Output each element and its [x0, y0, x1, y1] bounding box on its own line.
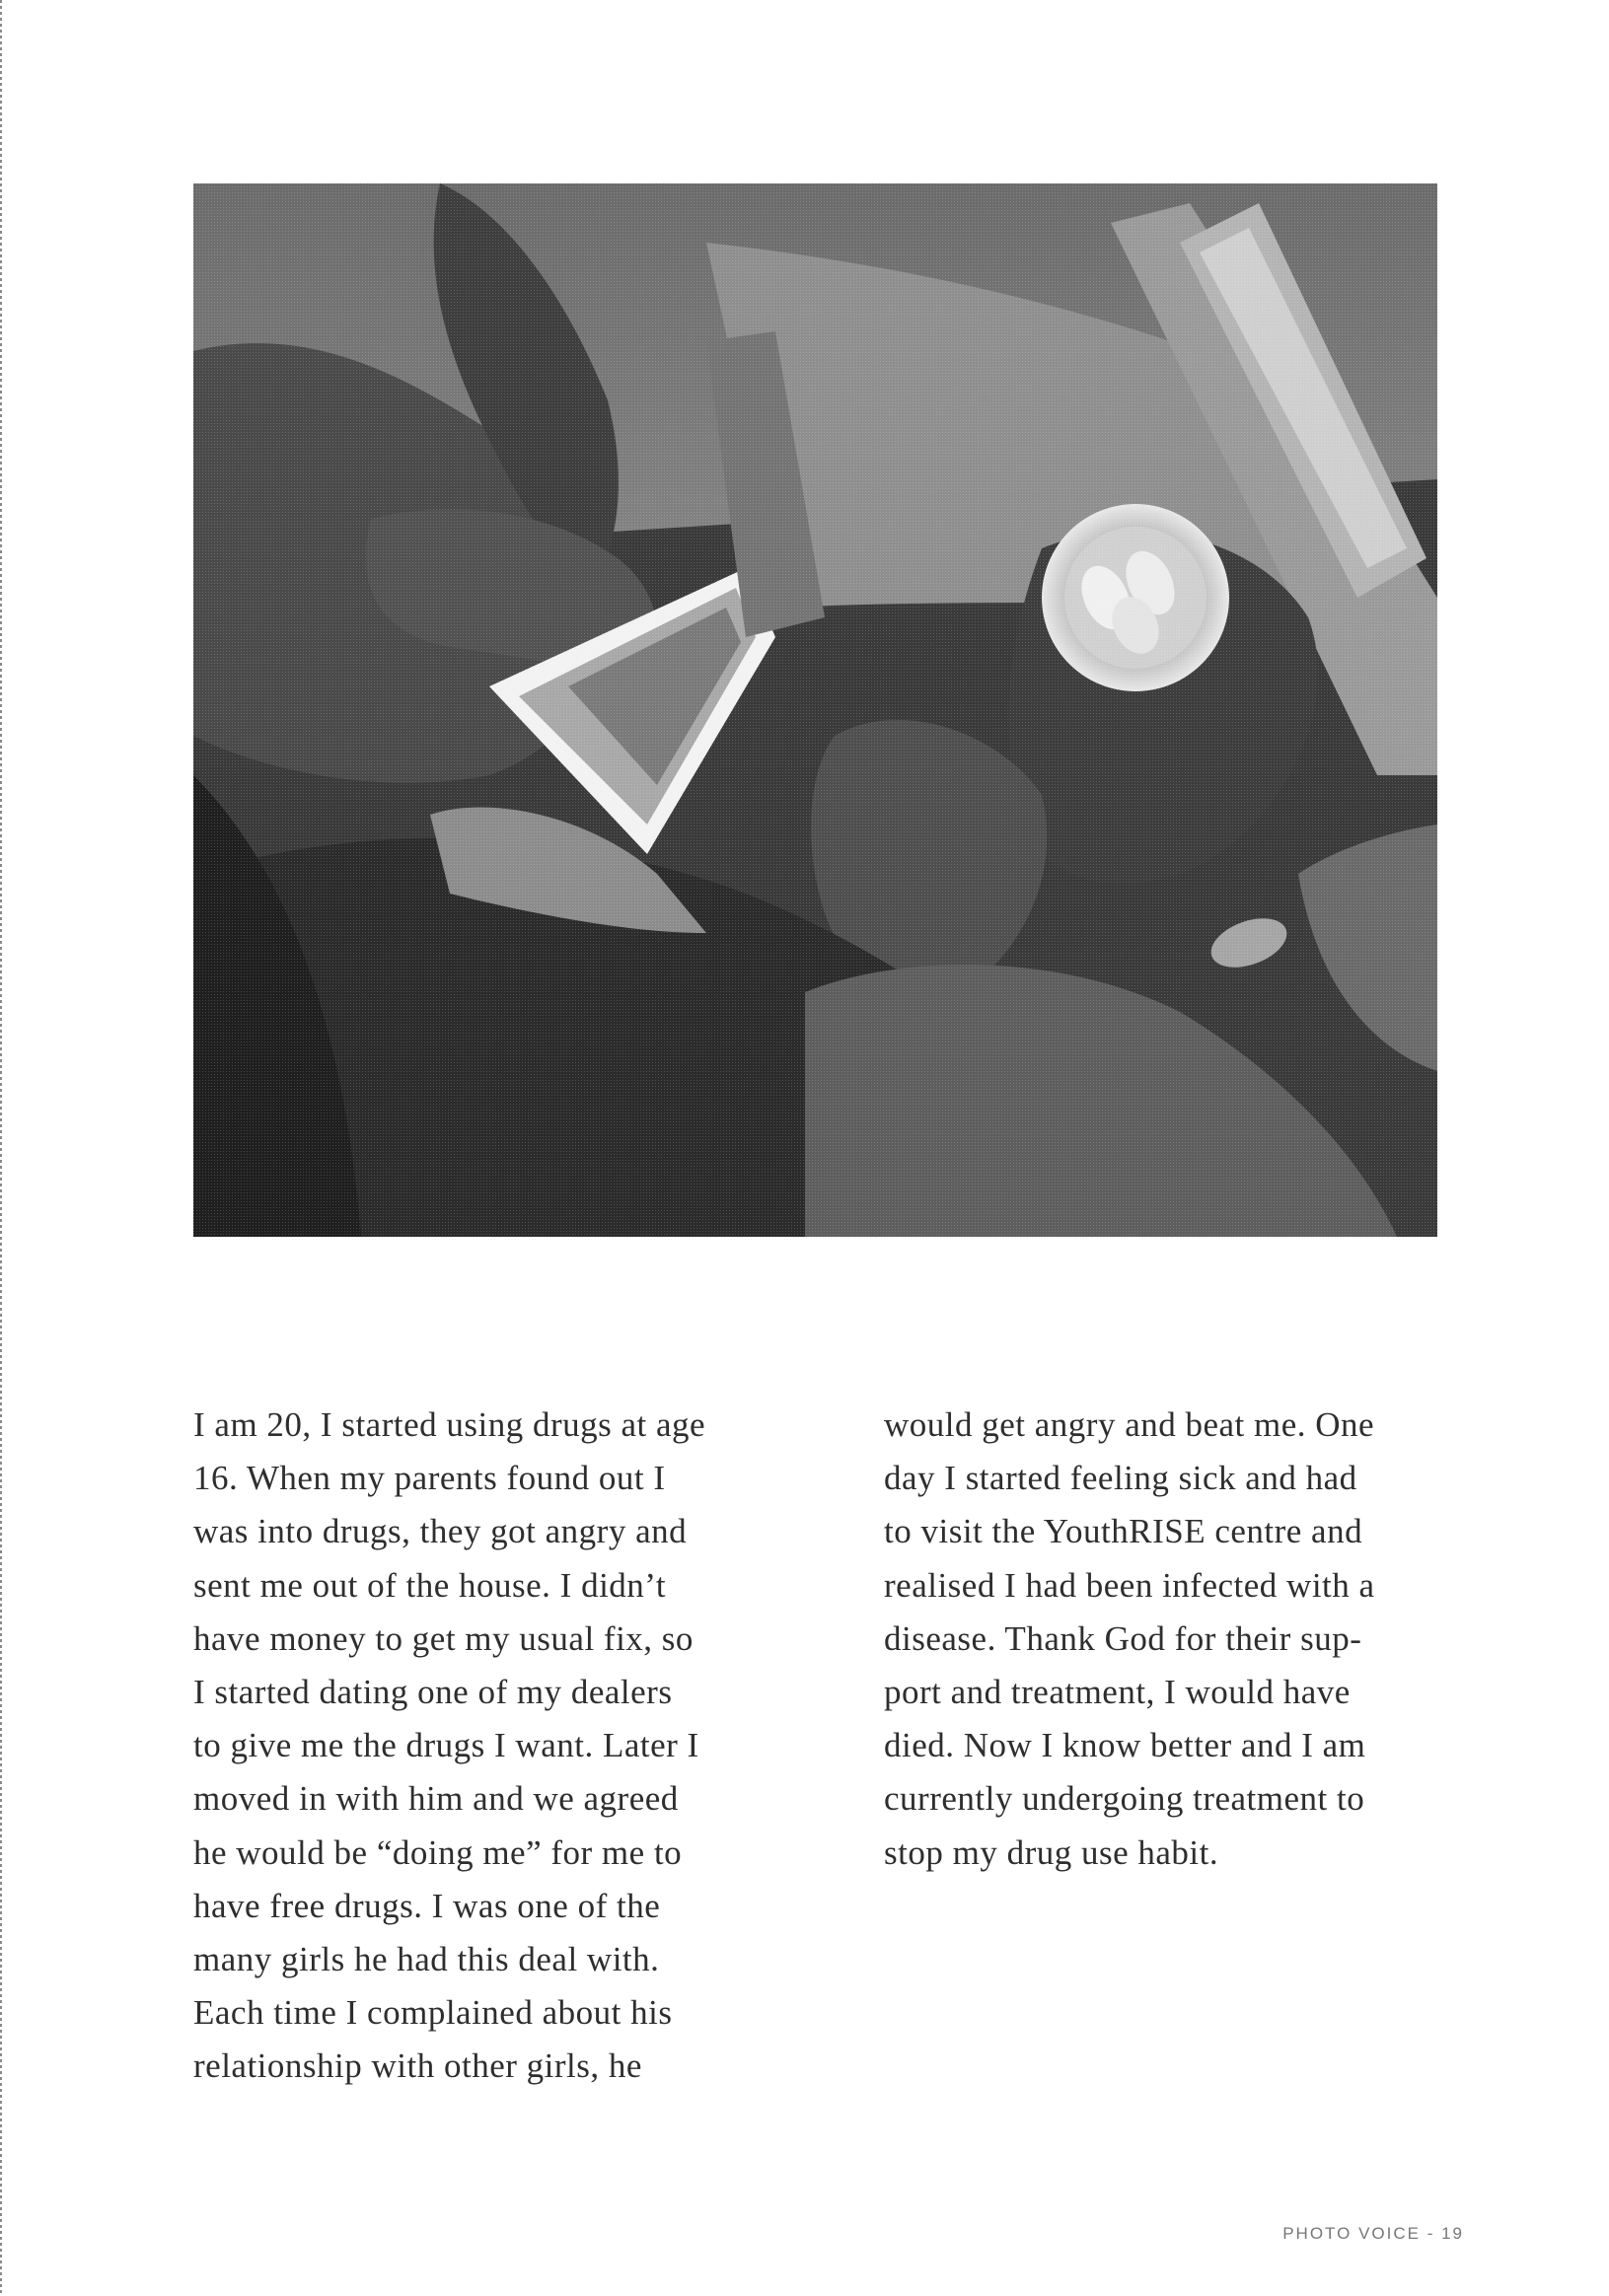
- photo-illustration: [193, 183, 1437, 1237]
- story-line: stop my drug use habit.: [884, 1832, 1219, 1872]
- story-line: would get angry and beat me. One: [884, 1405, 1375, 1444]
- story-line: relationship with other girls, he: [193, 2046, 642, 2086]
- story-line: port and treatment, I would have: [884, 1673, 1351, 1712]
- story-line: to visit the YouthRISE centre and: [884, 1512, 1363, 1551]
- story-line: I am 20, I started using drugs at age: [193, 1405, 706, 1444]
- story-line: disease. Thank God for their sup-: [884, 1618, 1362, 1658]
- story-line: moved in with him and we agreed: [193, 1779, 679, 1819]
- story-text-left-column: [193, 1399, 756, 2094]
- story-line: have money to get my usual fix, so: [193, 1618, 694, 1658]
- story-line: currently undergoing treatment to: [884, 1779, 1365, 1819]
- story-line: realised I had been infected with a: [884, 1565, 1375, 1605]
- story-photo: [193, 183, 1437, 1237]
- story-line: sent me out of the house. I didn’t: [193, 1565, 667, 1605]
- story-line: Each time I complained about his: [193, 1993, 673, 2033]
- story-line: he would be “doing me” for me to: [193, 1832, 683, 1872]
- page-edge-border: [0, 0, 2, 2296]
- story-line: to give me the drugs I want. Later I: [193, 1726, 699, 1765]
- story-line: died. Now I know better and I am: [884, 1726, 1366, 1765]
- story-line: many girls he had this deal with.: [193, 1940, 660, 1979]
- story-line: have free drugs. I was one of the: [193, 1886, 661, 1925]
- page-footer-label: PHOTO VOICE - 19: [1282, 2224, 1464, 2243]
- story-line: 16. When my parents found out I: [193, 1459, 666, 1498]
- story-line: day I started feeling sick and had: [884, 1459, 1357, 1498]
- story-line: I started dating one of my dealers: [193, 1673, 673, 1712]
- story-text-right-column: [884, 1399, 1446, 1880]
- story-line: was into drugs, they got angry and: [193, 1512, 688, 1551]
